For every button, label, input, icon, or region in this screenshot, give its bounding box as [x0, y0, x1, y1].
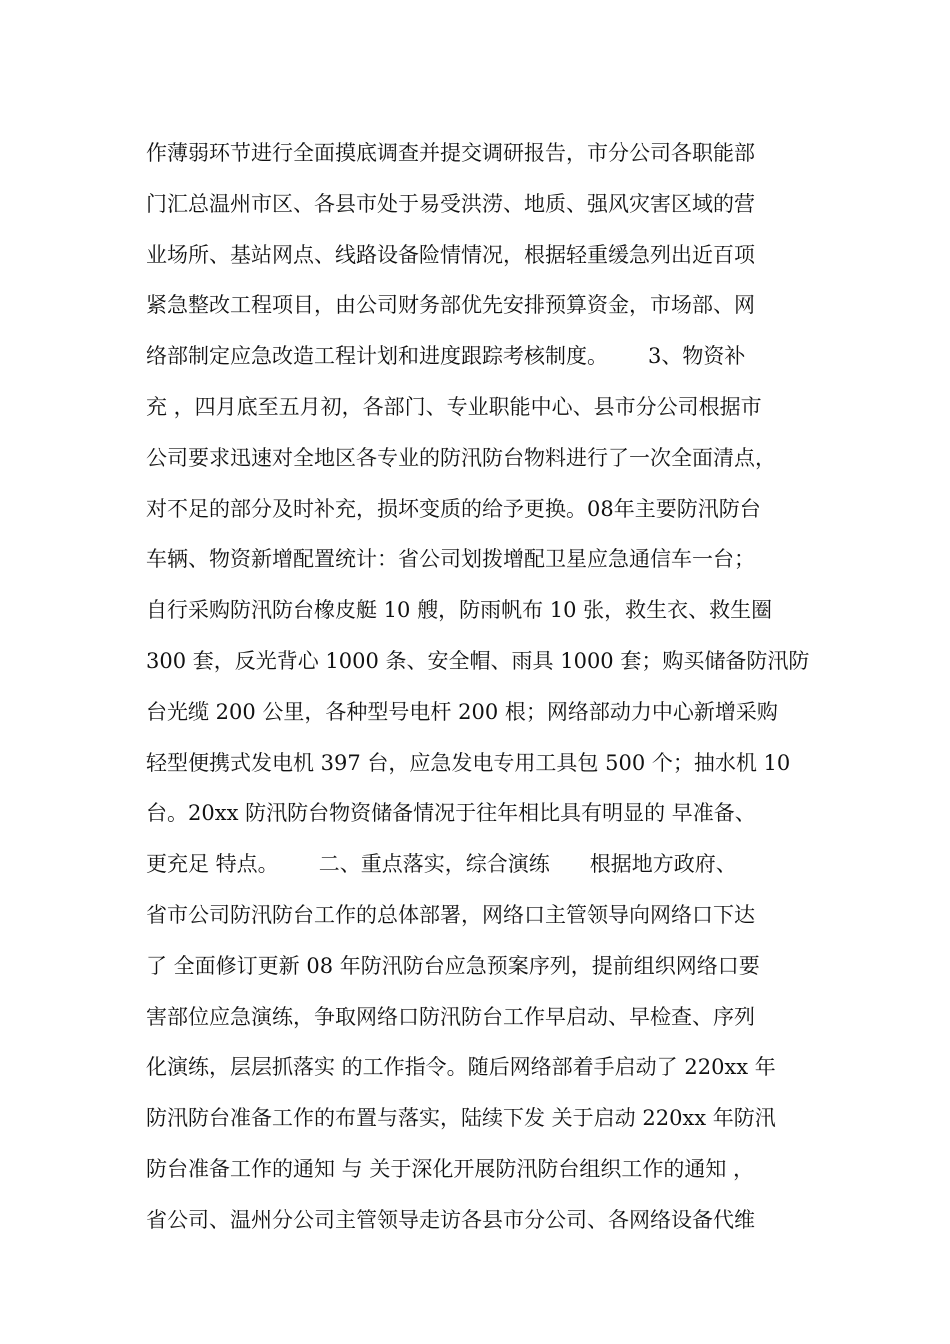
text-line: 紧急整改工程项目，由公司财务部优先安排预算资金，市场部、网 — [146, 293, 755, 318]
body-text — [146, 128, 836, 1246]
text-line: 充 ，四月底至五月初，各部门、专业职能中心、县市分公司根据市 — [146, 394, 762, 419]
text-line: 省市公司防汛防台工作的总体部署，网络口主管领导向网络口下达 — [146, 902, 755, 927]
text-line: 公司要求迅速对全地区各专业的防汛防台物料进行了一次全面清点， — [146, 445, 776, 470]
text-line: 台。20xx 防汛防台物资储备情况于往年相比具有明显的 早准备、 — [146, 801, 756, 826]
text-line: 络部制定应急改造工程计划和进度跟踪考核制度。 3、物资补 — [146, 344, 746, 369]
text-line: 害部位应急演练，争取网络口防汛防台工作早启动、早检查、序列 — [146, 1004, 755, 1029]
text-line: 省公司、温州分公司主管领导走访各县市分公司、各网络设备代维 — [146, 1207, 755, 1232]
text-line: 门汇总温州市区、各县市处于易受洪涝、地质、强风灾害区域的营 — [146, 191, 755, 216]
text-line: 防汛防台准备工作的布置与落实，陆续下发 关于启动 220xx 年防汛 — [146, 1106, 776, 1131]
text-line: 台光缆 200 公里，各种型号电杆 200 根；网络部动力中心新增采购 — [146, 699, 778, 724]
text-line: 防台准备工作的通知 与 关于深化开展防汛防台组织工作的通知 ， — [146, 1156, 755, 1181]
text-line: 化演练，层层抓落实 的工作指令。随后网络部着手启动了 220xx 年 — [146, 1055, 776, 1080]
text-line: 自行采购防汛防台橡皮艇 10 艘，防雨帆布 10 张，救生衣、救生圈 — [146, 598, 773, 623]
text-line: 轻型便携式发电机 397 台，应急发电专用工具包 500 个；抽水机 10 — [146, 750, 791, 775]
text-line: 了 全面修订更新 08 年防汛防台应急预案序列，提前组织网络口要 — [146, 953, 760, 978]
text-line: 300 套，反光背心 1000 条、安全帽、雨具 1000 套；购买储备防汛防 — [146, 648, 810, 673]
text-line: 业场所、基站网点、线路设备险情情况，根据轻重缓急列出近百项 — [146, 242, 755, 267]
text-line: 对不足的部分及时补充，损坏变质的给予更换。08年主要防汛防台 — [146, 496, 761, 521]
text-line: 更充足 特点。 二、重点落实，综合演练 根据地方政府、 — [146, 852, 737, 877]
text-line: 作薄弱环节进行全面摸底调查并提交调研报告，市分公司各职能部 — [146, 141, 755, 165]
text-line: 车辆、物资新增配置统计：省公司划拨增配卫星应急通信车一台； — [146, 547, 755, 572]
